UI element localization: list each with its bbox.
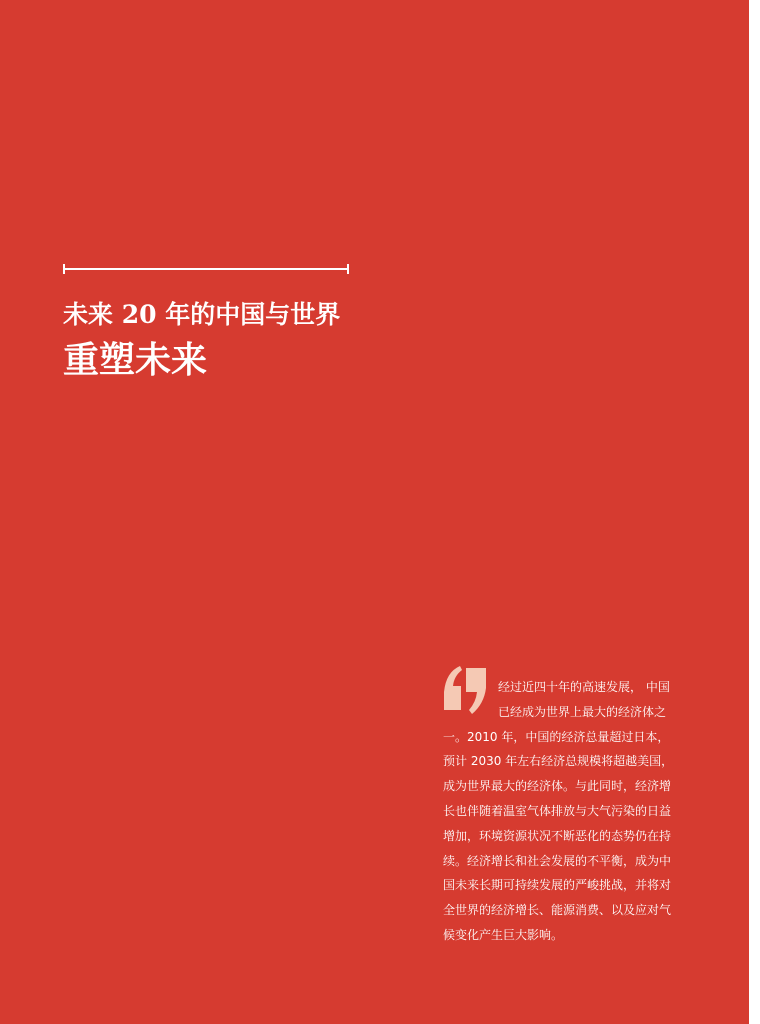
quote-line: 经过近四十年的高速发展， 中国 [498,680,670,694]
quote-line: 增加，环境资源状况不断恶化的态势仍在持 [443,828,672,843]
quote-line: 候变化产生巨大影响。 [443,927,564,942]
quote-line: 国未来长期可持续发展的严峻挑战，并将对 [443,878,672,893]
page-title: 重塑未来 [63,339,208,381]
quote-line: 一。2010 年，中国的经济总量超过日本， [443,729,670,744]
quote-line: 长也伴随着温室气体排放与大气污染的日益 [443,803,672,818]
title-rule-divider [63,268,349,270]
quote-line: 全世界的经济增长、能源消费、以及应对气 [443,903,672,918]
quote-line: 已经成为世界上最大的经济体之 [498,704,667,719]
quote-line: 成为世界最大的经济体。与此同时，经济增 [443,779,672,794]
quote-line: 预计 2030 年左右经济总规模将超越美国， [443,754,674,769]
quote-body [443,675,683,948]
quote-line: 续。经济增长和社会发展的不平衡，成为中 [443,853,672,868]
page-subtitle: 未来 20 年的中国与世界 [63,300,341,329]
